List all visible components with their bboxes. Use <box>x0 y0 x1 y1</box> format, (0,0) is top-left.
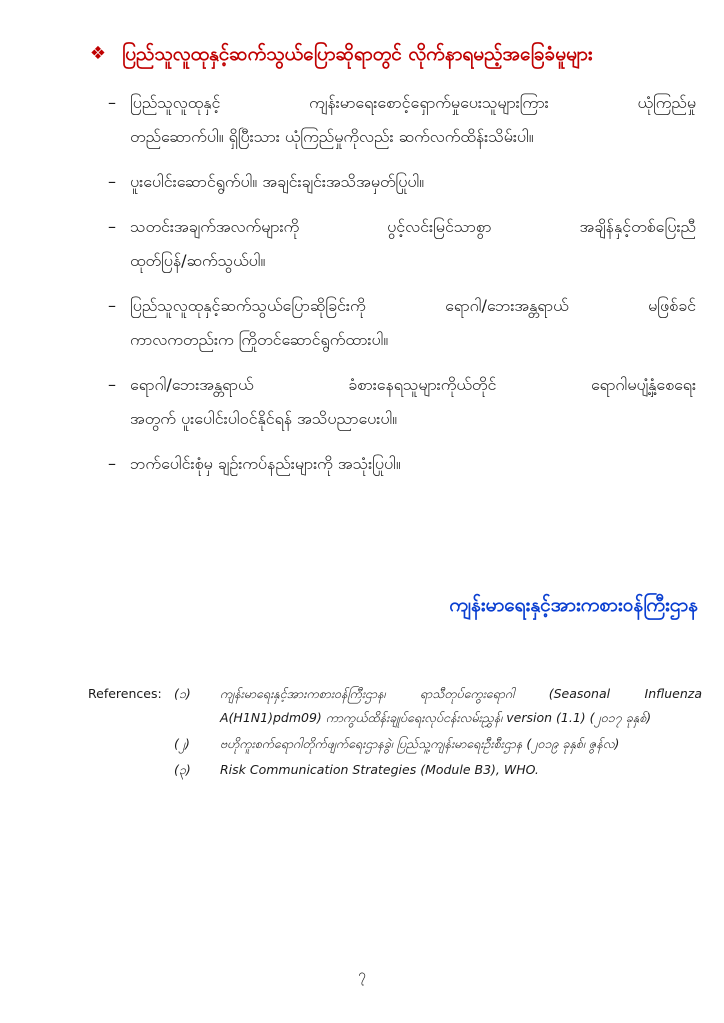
reference-item <box>174 682 702 730</box>
principle-line: ဘက်ပေါင်းစုံမှ ချဉ်းကပ်နည်းများကို အသုံးပြုပါ။ <box>130 454 401 473</box>
principle-line: ပူးပေါင်းဆောင်ရွက်ပါ။ အချင်းချင်းအသိအမှတ်ပြုပါ။ <box>130 172 425 191</box>
principle-item <box>96 447 696 481</box>
principle-line: ပြည်သူလူထုနှင့်ဆက်သွယ်ပြောဆိုခြင်းကို ရောဂါ/ဘေးအန္တရာယ် မဖြစ်ခင် <box>130 296 696 315</box>
reference-item <box>174 758 698 782</box>
principle-line: ကာလကတည်းက ကြိုတင်ဆောင်ရွက်ထားပါ။ <box>130 330 389 349</box>
dash-marker: – <box>108 454 116 473</box>
section-heading <box>88 40 698 68</box>
dash-marker: – <box>108 172 116 191</box>
references-label: References: <box>88 686 162 701</box>
reference-text: ကျန်းမာရေးနှင့်အားကစားဝန်ကြီးဌာန၊ ရာသီတုပ်ကွေးရောဂါ (Seasonal Influenza A(H1N1)pdm09) ကာကွယ်ထိန်းချုပ်ရေးလုပ်ငန်းလမ်းညွှန်၊ version (1.1) (၂၀၁၇ ခုနှစ်) <box>220 686 702 725</box>
principle-line: ရောဂါ/ဘေးအန္တရာယ် ခံစားနေရသူများကိုယ်တိုင် ရောဂါမပျံ့နှံ့စေရေး <box>130 375 696 394</box>
reference-number: (၃) <box>174 762 191 777</box>
diamond-bullet-icon: ❖ <box>89 43 107 64</box>
dash-marker: – <box>108 93 116 112</box>
principles-list <box>96 86 696 492</box>
dash-marker: – <box>108 296 116 315</box>
principle-item <box>96 289 696 357</box>
principle-item <box>96 210 696 278</box>
reference-item <box>174 732 698 756</box>
principle-line: အတွက် ပူးပေါင်းပါဝင်နိုင်ရန် အသိပညာပေးပါ။ <box>130 409 398 428</box>
dash-marker: – <box>108 217 116 236</box>
principle-item <box>96 165 696 199</box>
ministry-signature: ကျန်းမာရေးနှင့်အားကစားဝန်ကြီးဌာန <box>449 594 698 616</box>
reference-number: (၂) <box>174 736 190 751</box>
reference-number: (၁) <box>174 686 191 701</box>
principle-line: ပြည်သူလူထုနှင့် ကျန်းမာရေးစောင့်ရှောက်မှုပေးသူများကြား ယုံကြည်မှု <box>130 93 696 112</box>
principle-line: ထုတ်ပြန်/ဆက်သွယ်ပါ။ <box>130 251 266 270</box>
dash-marker: – <box>108 375 116 394</box>
principle-line: သတင်းအချက်အလက်များကို ပွင့်လင်းမြင်သာစွာ အချိန်နှင့်တစ်ပြေးညီ <box>130 217 696 236</box>
principle-item <box>96 86 696 154</box>
principle-item <box>96 368 696 436</box>
reference-text: Risk Communication Strategies (Module B3), WHO. <box>220 762 539 777</box>
page-number: ၇ <box>358 967 366 983</box>
principle-line: တည်ဆောက်ပါ။ ရှိပြီးသား ယုံကြည်မှုကိုလည်း ဆက်လက်ထိန်းသိမ်းပါ။ <box>130 127 534 146</box>
reference-text: ဗဟိုကူးစက်ရောဂါတိုက်ဖျက်ရေးဌာနခွဲ၊ ပြည်သူ့ကျန်းမာရေးဦးစီးဌာန (၂၀၁၉ ခုနှစ်၊ ဇွန်လ) <box>220 736 620 751</box>
section-heading-text: ပြည်သူလူထုနှင့်ဆက်သွယ်ပြောဆိုရာတွင် လိုက်နာရမည့်အခြေခံမူများ <box>122 43 593 65</box>
references-section <box>88 682 702 784</box>
